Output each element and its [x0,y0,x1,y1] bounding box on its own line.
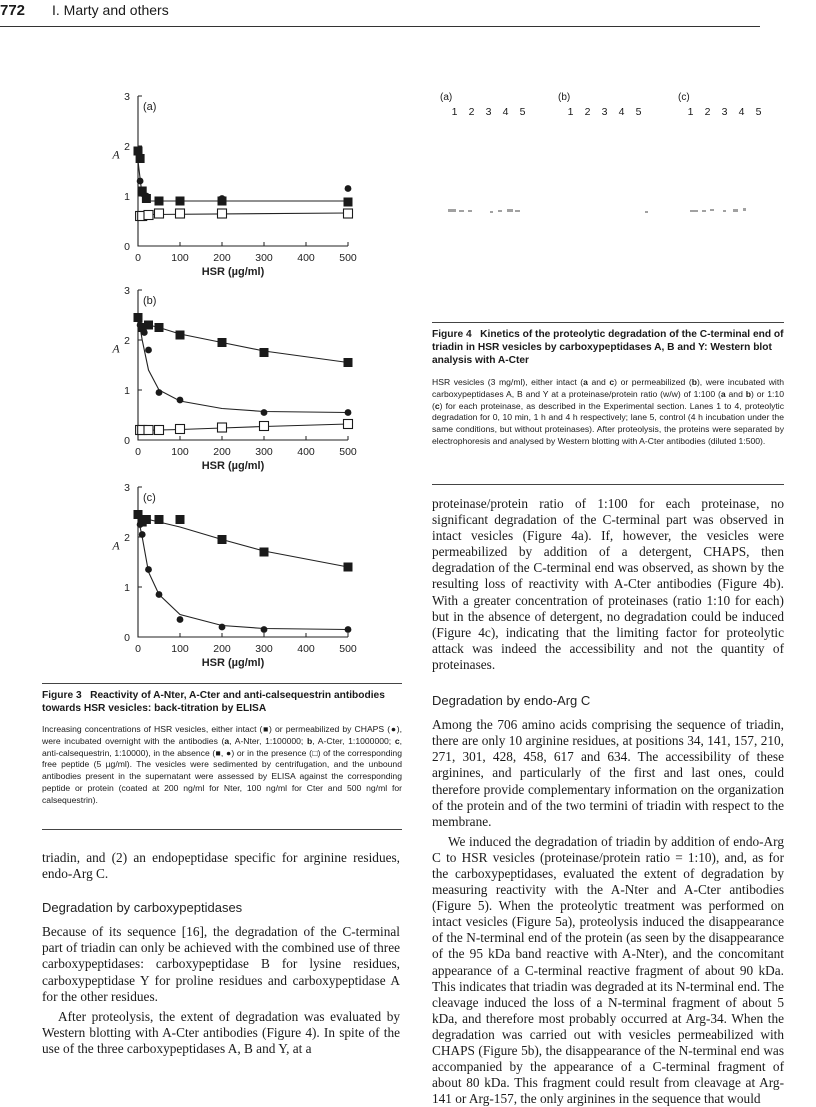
caption-panel-ref: b [745,388,751,399]
y-tick-label: 2 [124,141,130,153]
blot-band [710,209,714,211]
x-tick-label: 0 [135,446,141,458]
blot-bands [440,192,800,222]
point-intact [176,331,185,340]
caption-panel-ref: c [394,735,400,746]
y-tick-label: 3 [124,285,130,297]
caption-panel-ref: a [224,735,230,746]
blot-panel-a-label: (a) [440,92,453,103]
point-intact [155,515,164,524]
point-permeabilized [261,409,268,416]
x-tick-label: 500 [339,252,357,264]
point-intact [344,198,353,207]
x-tick-label: 400 [297,446,315,458]
x-tick-label: 100 [171,446,189,458]
caption-panel-ref: c [609,377,615,387]
caption-text: ) of the corresponding free peptide (5 µg/ml). The vesicles were sedimented by centrifugation, and the unbound antibodies present in the supernatant were assessed by ELISA against the corresponding peptide or protein (coated at 200 ng/ml for Nter, 100 ng/ml for Cter and 500 ng/ml for calsequestrin). [42,747,402,805]
filled-circle-icon: ● [225,747,232,758]
point-intact [134,313,143,322]
y-tick-label: 1 [124,191,130,203]
caption-text: , anti-calsequestrin, 1:10000), in the absence ( [42,735,402,758]
filled-circle-icon: ● [390,724,397,734]
figure4-label: Figure 4 [432,329,472,340]
point-permeabilized [143,193,150,200]
fit-line [138,323,348,363]
panel-label: (a) [143,101,157,113]
y-tick-label: 1 [124,582,130,594]
caption-panel-ref: a [583,377,588,387]
point-permeabilized [177,199,184,206]
figure3-caption [42,689,402,807]
lane-number: 4 [738,106,745,118]
lane-number: 4 [502,106,509,118]
blot-lanes-c [682,106,767,118]
point-permeabilized [145,566,152,573]
x-tick-label: 300 [255,446,273,458]
chart-svg [108,90,360,286]
chart-axes [138,96,348,246]
point-permeabilized [219,624,226,631]
blot-band [645,211,648,213]
blot-panel-b-label: (b) [558,92,571,103]
figure4-title [432,328,784,367]
blot-band [702,210,706,212]
x-axis-title: HSR (µg/ml) [201,657,265,669]
figure3-caption-rule [42,683,402,684]
section-heading-endo-arg-c: Degradation by endo-Arg C [432,693,591,709]
paragraph: triadin, and (2) an endopeptidase specific for arginine residues, endo-Arg C. [42,850,400,882]
x-tick-label: 200 [213,643,231,655]
figure3-title-text: Reactivity of A-Nter, A-Cter and anti-calsequestrin antibodies towards HSR vesicles: back-titration by ELISA [42,690,385,714]
point-intact [260,348,269,357]
figure4-caption-end-rule [432,484,784,485]
lane-number: 2 [584,106,591,118]
x-tick-label: 500 [339,446,357,458]
point-permeabilized [156,198,163,205]
x-tick-label: 100 [171,643,189,655]
point-permeabilized [137,322,144,329]
figure4-caption-body [432,377,784,448]
y-tick-label: 3 [124,91,130,103]
blot-band [490,211,493,213]
fit-line [138,517,348,567]
paragraph: Because of its sequence [16], the degradation of the C-terminal part of triadin can only be achieved with the combined use of three carboxypeptidases: carboxypeptidase B for lysine residues, carboxypeptidase Y for proline residues and carboxypeptidase A for the other residues. [42,924,400,1004]
caption-text: HSR vesicles (3 mg/ml), either intact ( [432,377,584,387]
figure3-title [42,689,402,715]
point-permeabilized [156,591,163,598]
lane-number: 3 [485,106,492,118]
caption-text: ) or permeabilized ( [614,377,692,387]
panel-label: (c) [143,492,156,504]
lane-number: 5 [635,106,642,118]
point-intact [142,515,151,524]
x-tick-label: 400 [297,252,315,264]
point-intact [176,515,185,524]
point-intact [136,154,145,163]
caption-panel-ref: b [306,735,313,746]
page-number: 772 [0,2,26,19]
point-with-peptide [344,420,353,429]
section-heading-carboxypeptidases: Degradation by carboxypeptidases [42,900,243,916]
chart-svg [108,284,360,480]
caption-text: ), were incubated with carboxypeptidases A, B and Y at a proteinase/protein ratio (w/w) of 1:100 ( [432,377,785,399]
point-permeabilized [145,347,152,354]
x-tick-label: 200 [213,446,231,458]
caption-text: ) or permeabilized by CHAPS ( [269,724,391,734]
figure3-label: Figure 3 [42,690,82,701]
chart-axes [138,290,348,440]
blot-band [459,210,464,212]
panel-label: (b) [143,295,157,307]
blot-lanes-b [562,106,647,118]
figure3-panel-a [108,90,360,286]
figure3-panel-b [108,284,360,480]
y-tick-label: 1 [124,385,130,397]
point-intact [344,563,353,572]
open-square-icon: □ [311,747,318,758]
lane-number: 1 [451,106,458,118]
figure4-caption [432,328,784,448]
point-with-peptide [144,426,153,435]
chart-svg [108,481,360,677]
y-tick-label: 0 [124,632,130,644]
lane-number: 1 [687,106,694,118]
figure3-caption-end-rule [42,829,402,830]
x-tick-label: 0 [135,252,141,264]
point-with-peptide [344,209,353,218]
figure4-caption-rule [432,322,784,323]
fit-line [138,161,348,201]
caption-text: and [725,388,746,399]
blot-band [733,209,738,212]
caption-text: ) or in the presence ( [231,747,312,758]
caption-panel-ref: a [720,388,726,399]
caption-text: and [587,377,610,387]
point-permeabilized [141,329,148,336]
lane-number: 3 [601,106,608,118]
point-permeabilized [345,626,352,633]
point-permeabilized [139,531,146,538]
y-tick-label: 2 [124,532,130,544]
caption-panel-ref: b [691,377,697,387]
caption-text: , A-Cter, 1:1000000; [312,735,395,746]
y-axis-title: A [112,341,120,356]
lane-number: 3 [721,106,728,118]
figure4-title-text: Kinetics of the proteolytic degradation of the C-terminal end of triadin in HSR vesicles by carboxypeptidases A, B and Y: Western blot analysis with A-Cter [432,329,784,366]
point-permeabilized [137,521,144,528]
blot-band [690,210,698,212]
lane-number: 1 [567,106,574,118]
caption-text: , A-Nter, 1:100000; [229,735,307,746]
fit-line [138,424,348,431]
point-permeabilized [219,195,226,202]
figure3-panel-c [108,481,360,677]
point-with-peptide [176,425,185,434]
blot-lanes-a [446,106,531,118]
fit-line [138,315,348,413]
x-axis-title: HSR (µg/ml) [201,460,265,472]
lane-number: 5 [755,106,762,118]
x-axis-title: HSR (µg/ml) [201,266,265,278]
point-permeabilized [137,178,144,185]
point-with-peptide [218,423,227,432]
point-with-peptide [144,211,153,220]
point-permeabilized [177,616,184,623]
x-tick-label: 0 [135,643,141,655]
fit-line [138,213,348,216]
paragraph: After proteolysis, the extent of degradation was evaluated by Western blotting with A-Cter antibodies (Figure 4). In spite of the use of the three carboxypeptidases A, B and Y, at a [42,1008,400,1056]
point-with-peptide [155,426,164,435]
point-with-peptide [260,422,269,431]
point-intact [344,358,353,367]
blot-band [723,210,726,212]
point-intact [218,338,227,347]
figure3-caption-body: Increasing concentrations of HSR vesicles, either intact (■) or permeabilized by CHAPS (●), were incubated overnight with the antibodies (a, A-Nter, 1:100000; b, A-Cter, 1:1000000; c, anti-calsequestrin, 1:10000), in the absence (■, ●) or in the presence (□) of the corresponding free peptide (5 µg/ml). The vesicles were sedimented by centrifugation, and the unbound antibodies present in the supernatant were assessed by ELISA against the corresponding peptide or protein (coated at 200 ng/ml for Nter, 100 ng/ml for Cter and 500 ng/ml for calsequestrin). [42,724,402,805]
caption-text: ) or 1:10 ( [432,388,784,411]
y-tick-label: 0 [124,435,130,447]
point-intact [218,535,227,544]
lane-number: 4 [618,106,625,118]
point-with-peptide [155,209,164,218]
blot-band [507,209,513,212]
y-tick-label: 3 [124,482,130,494]
chart-axes [138,487,348,637]
page-header [0,0,760,27]
point-permeabilized [261,626,268,633]
x-tick-label: 100 [171,252,189,264]
x-tick-label: 400 [297,643,315,655]
lane-number: 2 [468,106,475,118]
point-permeabilized [345,409,352,416]
blot-band [498,210,502,212]
blot-band [743,208,746,211]
point-intact [144,321,153,330]
x-tick-label: 300 [255,643,273,655]
fit-line [138,517,348,630]
paragraph: proteinase/protein ratio of 1:100 for each proteinase, no significant degradation of the C-terminal part was observed in intact vesicles (Figure 4a). If, however, the vesicles were permeabilized by addition of a detergent, CHAPS, then degradation of the C-terminal end was observed, as shown by the resulting loss of reactivity with A-Cter antibodies (Figure 4b). With a greater concentration of proteinases (ratio 1:10 for each) but in the absence of detergent, no degradation could be induced (Figure 4c), indicating that the limiting factor for proteolytic attack was indeed the accessibility and not the quantity of proteinases. [432,496,784,672]
point-intact [155,323,164,332]
x-tick-label: 200 [213,252,231,264]
blot-band [515,210,520,212]
blot-panel-c-label: (c) [678,92,690,103]
y-axis-title: A [112,538,120,553]
blot-band [468,210,472,212]
paragraph: We induced the degradation of triadin by addition of endo-Arg C to HSR vesicles (proteinase/protein ratio = 1:10), and, as for the carboxypeptidases, evaluated the extent of degradation by measuring reactivity with the A-Nter and A-Cter antibodies (Figure 5). When the proteolytic treatment was performed on intact vesicles (Figure 5a), proteolysis induced the disappearance of the N-terminal end of the protein (as seen by the disappearance of the 95 kDa band reactive with A-Nter), and the concomitant appearance of a C-terminal reactive fragment of about 90 kDa. This indicates that triadin was degraded at its N-terminal end. The cleavage induced the loss of a N-terminal fragment of about 5 kDa, and therefore most probably occurred at Arg-34. When the degradation was carried out with vesicles permeabilized with CHAPS (Figure 5b), the disappearance of the N-terminal end was accompanied by the appearance of a C-terminal fragment of about 80 kDa. This fragment could result from cleavage at Arg-141 or Arg-157, the only arginines in the sequence that would [432,833,784,1107]
x-tick-label: 300 [255,252,273,264]
point-with-peptide [218,209,227,218]
caption-text: ), were incubated overnight with the antibodies ( [42,724,402,746]
figure4-blot [440,92,800,272]
point-with-peptide [176,209,185,218]
point-permeabilized [177,397,184,404]
point-permeabilized [345,185,352,192]
x-tick-label: 500 [339,643,357,655]
caption-text: Increasing concentrations of HSR vesicles, either intact ( [42,724,263,734]
left-column-text [42,850,400,1057]
y-tick-label: 0 [124,241,130,253]
point-permeabilized [156,389,163,396]
lane-number: 5 [519,106,526,118]
filled-square-icon: ■ [215,747,221,758]
lane-number: 2 [704,106,711,118]
point-intact [260,548,269,557]
y-axis-title: A [112,147,120,162]
caption-panel-ref: c [434,400,440,411]
right-column-text [432,496,784,1107]
paragraph: Among the 706 amino acids comprising the sequence of triadin, there are only 10 arginine residues, at positions 34, 141, 157, 210, 271, 301, 428, 458, 617 and 634. The accessibility of these arginines, and particularly of the first and last ones, could therefore provide complementary information on the organization of the protein and of the two termini of triadin with respect to the membrane. [432,717,784,829]
y-tick-label: 2 [124,335,130,347]
running-head-authors: I. Marty and others [52,2,169,18]
filled-square-icon: ■ [262,724,270,734]
caption-text: ) for each proteinase, as described in the Experimental section. Lanes 1 to 4, proteolytic degradation for 0, 10 min, 1 h and 4 h respectively; lane 5, control (4 h incubation under the same conditions, but without proteinases). After proteolysis, the proteins were separated by electrophoresis and analysed by Western blotting with A-Cter antibodies (diluted 1:500). [432,400,784,446]
blot-band [448,209,456,212]
